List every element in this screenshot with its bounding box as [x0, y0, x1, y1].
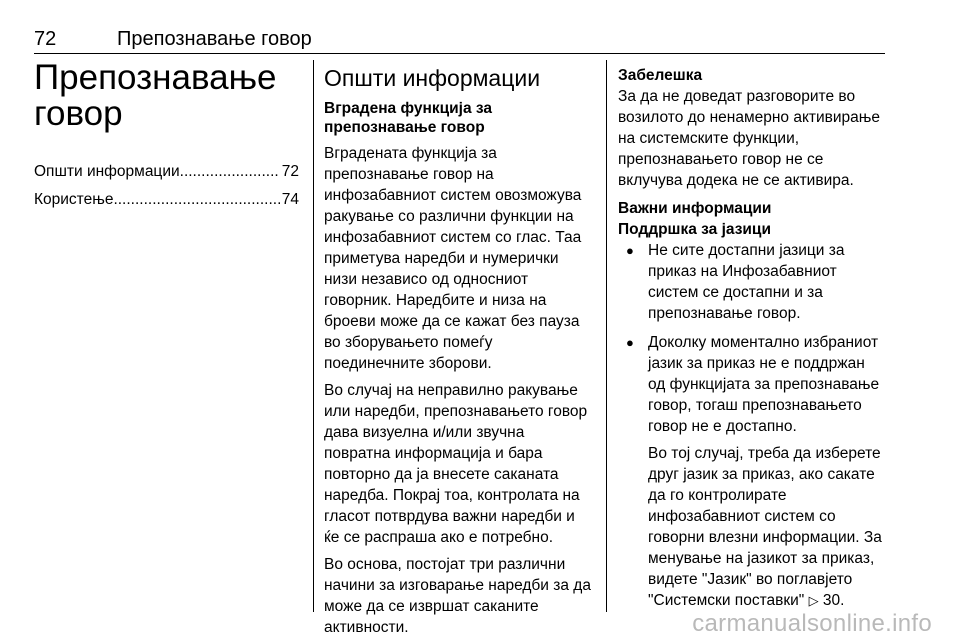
toc-entry-label: Општи информации — [34, 163, 180, 180]
section-heading: Општи информации — [324, 65, 541, 91]
bullet-icon: ● — [626, 243, 634, 258]
column-toc — [34, 58, 299, 612]
list-item-subtext — [648, 443, 886, 611]
chapter-title: Препознавање говор — [34, 58, 277, 133]
column-divider-1 — [313, 60, 314, 612]
toc-entry-label: Користење — [34, 191, 114, 208]
page-reference-icon[interactable]: ▷ — [808, 593, 819, 608]
list-item-text: Доколку моментално избраниот јазик за приказ не е поддржан од функцијата за препознавање говор, тогаш препознавањето говор не е достапно. — [648, 334, 880, 435]
toc-leader-dots — [113, 186, 279, 214]
reference-page[interactable]: 30. — [822, 592, 845, 609]
note-text: За да не доведат разговорите во возилото до ненамерно активирање на системските функции, препознавањето говор не се вклучува додека не се активира. — [618, 88, 881, 189]
toc-entry-page: 72 — [281, 163, 299, 180]
list-item-subtext-body: Во тој случај, треба да изберете друг јазик за приказ, ако сакате да го контролирате инфозабавниот систем со говорни влезни информации. За менување на јазикот за приказ, видете "Јазик" во поглавјето "Системски поставки" — [648, 445, 882, 609]
column-divider-2 — [606, 60, 607, 612]
paragraph: Во основа, постојат три различни начини за изговарање наредби за да може да се извршат саканите активности. — [324, 556, 591, 636]
list-item — [618, 332, 886, 611]
bullet-icon: ● — [626, 335, 634, 350]
page-number: 72 — [34, 28, 57, 50]
subsection-heading: Вградена функција за препознавање говор — [324, 100, 492, 136]
page-header — [34, 26, 885, 52]
toc-entry-usage[interactable] — [34, 186, 299, 214]
watermark: carmanualsonline.info — [692, 610, 932, 637]
header-title: Препознавање говор — [117, 28, 312, 50]
note-box — [618, 66, 886, 191]
toc-entry-page: 74 — [281, 191, 299, 208]
toc-leader-dots — [180, 158, 280, 186]
table-of-contents — [34, 158, 299, 214]
column-important-info — [618, 58, 886, 612]
list-item — [618, 240, 886, 324]
section-heading: Важни информации — [618, 200, 772, 217]
toc-entry-general-info[interactable] — [34, 158, 299, 186]
paragraph: Во случај на неправилно ракување или наредби, препознавањето говор дава визуелна и/или звучна повратна информација и бара повторно да ја внесете саканата наредба. Покрај тоа, контролата на гласот потврдува важни наредби и ќе се распраша ако е потребно. — [324, 382, 588, 546]
subsection-heading: Поддршка за јазици — [618, 221, 771, 238]
column-general-info — [324, 58, 594, 636]
paragraph: Вградената функција за препознавање говор на инфозабавниот систем овозможува ракување со различни функции на инфозабавниот систем со глас. Таа приметува наредби и нумерички низи независо од односниот говорник. Наредбите и низа на броеви може да се кажат без пауза во зборувањето помеѓу поединечните зборови. — [324, 145, 582, 372]
header-rule — [34, 53, 885, 54]
list-item-text: Не сите достапни јазици за приказ на Инфозабавниот систем се достапни и за препознавање говор. — [648, 242, 845, 322]
bullet-list — [618, 240, 886, 611]
note-title: Забелешка — [618, 67, 703, 84]
